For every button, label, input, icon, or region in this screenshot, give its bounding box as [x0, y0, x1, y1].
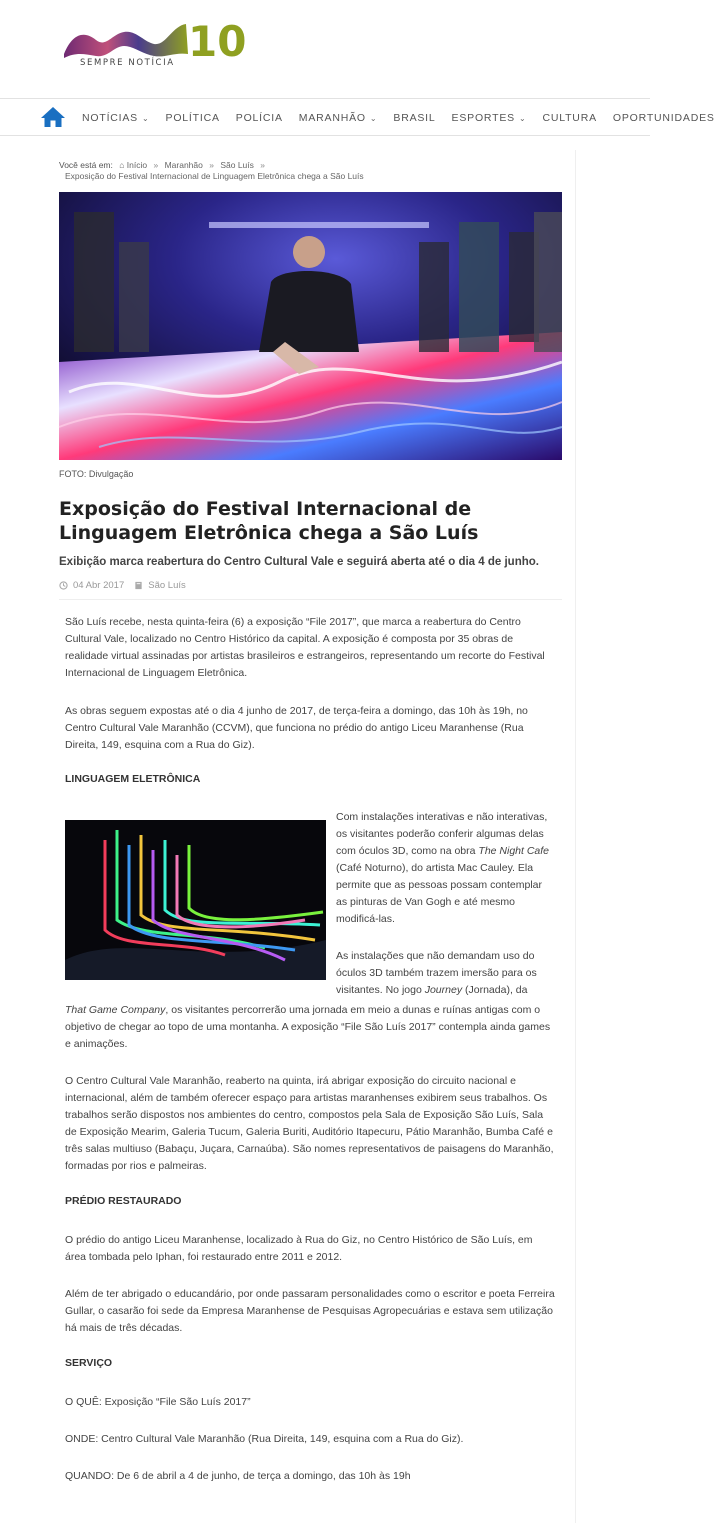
nav-item-maranhao[interactable]: [291, 112, 386, 124]
section-heading-servico: SERVIÇO: [65, 1357, 113, 1369]
nav-item-label: POLÍCIA: [235, 111, 283, 124]
breadcrumb-home[interactable]: Início: [126, 160, 148, 170]
logo-number: 10: [188, 17, 247, 66]
chevron-down-icon: ⌄: [142, 114, 150, 123]
article-date: [59, 580, 124, 591]
clock-icon: [59, 581, 68, 590]
paragraph-3: [336, 809, 556, 928]
section-heading-predio: PRÉDIO RESTAURADO: [65, 1195, 182, 1207]
paragraph-4-end: [65, 1002, 555, 1053]
service-when: QUANDO: De 6 de abril a 4 de junho, de terça a domingo, das 10h às 19h: [65, 1470, 411, 1482]
breadcrumb-separator: »: [260, 160, 266, 170]
nav-item-label: BRASIL: [393, 111, 436, 124]
breadcrumb-maranhao[interactable]: Maranhão: [164, 160, 203, 170]
article-date-text: 04 Abr 2017: [73, 580, 125, 591]
hero-image: [59, 192, 562, 460]
breadcrumb-sao-luis[interactable]: São Luís: [220, 160, 254, 170]
nav-item-esportes[interactable]: [444, 112, 535, 124]
paragraph-4-text-c: , os visitantes percorrerão uma jornada em meio a dunas e ruínas antigas com o objetivo de chegar ao topo de uma montanha. A exposição “File São Luís 2017” contempla ainda games e animações.: [65, 1004, 551, 1050]
service-what: O QUÊ: Exposição “File São Luís 2017”: [65, 1396, 251, 1408]
breadcrumb-prefix: Você está em:: [59, 160, 113, 170]
article-meta: [59, 580, 562, 600]
article-subtitle: Exibição marca reabertura do Centro Cultural Vale e seguirá aberta até o dia 4 de junho.: [59, 556, 539, 568]
inline-image: [65, 820, 326, 980]
paragraph-1: São Luís recebe, nesta quinta-feira (6) a exposição “File 2017”, que marca a reabertura do Centro Cultural Vale, localizado no Centro Histórico da capital. A exposição é composta por 35 obras de realidade virtual assinadas por artistas brasileiros e estrangeiros, representando um recorte do Festival Internacional de Linguagem Eletrônica.: [65, 616, 545, 679]
book-icon: [134, 581, 143, 590]
chevron-down-icon: ⌄: [518, 114, 527, 123]
game-title-journey: Journey: [424, 984, 463, 996]
nav-item-politica[interactable]: [158, 112, 228, 124]
paragraph-3-text-b: (Café Noturno), do artista Mac Cauley. Ela permite que as pessoas possam contemplar as pinturas de Van Gogh e até mesmo modificá-las.: [336, 862, 543, 925]
nav-item-label: MARANHÃO: [298, 111, 366, 124]
paragraph-7: Além de ter abrigado o educandário, por onde passaram personalidades como o escritor e poeta Ferreira Gullar, o casarão foi sede da Empresa Maranhense de Pesquisas Agropecuárias e estava sem utilização há mais de três décadas.: [65, 1288, 555, 1334]
sidebar-divider: [575, 150, 576, 1523]
nav-item-label: OPORTUNIDADES: [612, 111, 715, 124]
nav-item-cultura[interactable]: [534, 112, 604, 124]
home-icon: ⌂: [119, 160, 125, 170]
nav-item-oportunidades[interactable]: [605, 112, 723, 124]
paragraph-4-text-b: (Jornada), da: [465, 984, 528, 996]
nav-items: [74, 99, 723, 136]
paragraph-6: O prédio do antigo Liceu Maranhense, localizado à Rua do Giz, no Centro Histórico de São Luís, em área tombada pelo Iphan, foi restaurado entre 2011 e 2012.: [65, 1234, 533, 1263]
nav-item-label: POLÍTICA: [165, 111, 220, 124]
paragraph-3-text-a: Com instalações interativas e não interativas, os visitantes poderão conferir algumas delas com óculos 3D, como na obra: [336, 811, 548, 857]
breadcrumb-separator: »: [153, 160, 159, 170]
main-nav: [0, 98, 715, 136]
nav-item-brasil[interactable]: [385, 112, 443, 124]
paragraph-4-text-a: As instalações que não demandam uso do óculos 3D também trazem imersão para os visitantes. No jogo: [336, 950, 537, 996]
nav-item-label: NOTÍCIAS: [82, 111, 138, 124]
article-category[interactable]: [134, 580, 186, 591]
breadcrumb: [59, 160, 559, 182]
nav-item-label: ESPORTES: [451, 111, 515, 124]
nav-item-noticias[interactable]: [74, 112, 158, 124]
service-where: ONDE: Centro Cultural Vale Maranhão (Rua Direita, 149, esquina com a Rua do Giz).: [65, 1433, 464, 1445]
breadcrumb-current: Exposição do Festival Internacional de Linguagem Eletrônica chega a São Luís: [65, 171, 364, 181]
nav-item-policia[interactable]: [228, 112, 291, 124]
breadcrumb-separator: »: [209, 160, 214, 170]
chevron-down-icon: ⌄: [369, 114, 378, 123]
nav-item-label: CULTURA: [542, 111, 597, 124]
article-title: Exposição do Festival Internacional de Linguagem Eletrônica chega a São Luís: [59, 498, 479, 544]
article-category-text: São Luís: [148, 580, 186, 591]
work-title-night-cafe: The Night Cafe: [478, 845, 550, 857]
site-header: [0, 0, 650, 98]
site-logo[interactable]: [62, 16, 262, 74]
paragraph-4-start: [336, 948, 556, 999]
paragraph-2: As obras seguem expostas até o dia 4 junho de 2017, de terça-feira a domingo, das 10h às 19h, no Centro Cultural Vale Maranhão (CCVM), que funciona no prédio do antigo Liceu Maranhense (Rua Direita, 149, esquina com a Rua do Giz).: [65, 705, 528, 751]
paragraph-5: O Centro Cultural Vale Maranhão, reaberto na quinta, irá abrigar exposição do circuito nacional e internacional, além de também oferecer espaço para artistas maranhenses exibirem seus trabalhos. Os trabalhos serão dispostos nos ambientes do centro, compostos pela Sala de Exposição São Luís, Sala de Exposição Mearim, Galeria Tucum, Galeria Buriti, Auditório Itapecuru, Pátio Maranhão, Bumba Café e três salas multiuso (Babaçu, Juçara, Carnaúba). São nomes representativos de paisagens do Maranhão, formadas por rios e palmeiras.: [65, 1075, 554, 1172]
company-name: That Game Company: [65, 1004, 166, 1016]
logo-tagline: SEMPRE NOTÍCIA: [80, 58, 175, 68]
home-icon[interactable]: [40, 105, 68, 129]
photo-credit: FOTO: Divulgação: [59, 469, 134, 479]
section-heading-linguagem: LINGUAGEM ELETRÔNICA: [65, 773, 201, 785]
